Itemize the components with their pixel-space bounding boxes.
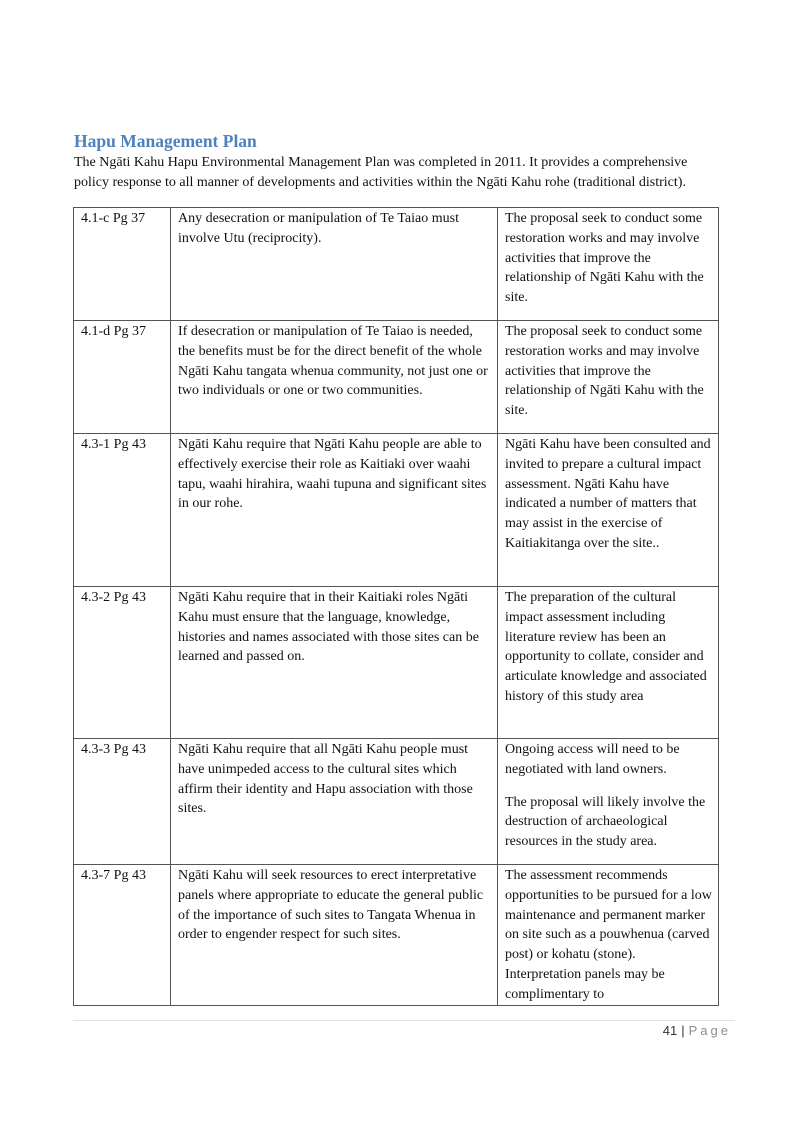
policy-text: Ngāti Kahu require that all Ngāti Kahu people must have unimpeded access to the cultural sites which affirm their identity and Hapu association with those sites. — [171, 739, 498, 865]
policy-reference: 4.3-2 Pg 43 — [74, 587, 171, 739]
page-label: Page — [688, 1023, 731, 1038]
response-paragraph: The preparation of the cultural impact assessment including literature review has been an opportunity to collate, consider and articulate knowledge and associated history of this study area — [505, 590, 707, 704]
response-text — [498, 739, 719, 865]
policy-text: If desecration or manipulation of Te Taiao is needed, the benefits must be for the direct benefit of the whole Ngāti Kahu tangata whenua community, not just one or two individuals or one or two communities. — [171, 321, 498, 434]
policy-table — [73, 207, 719, 1006]
response-paragraph: The proposal seek to conduct some restoration works and may involve activities that improve the relationship of Ngāti Kahu with the site. — [505, 211, 704, 306]
policy-reference: 4.3-1 Pg 43 — [74, 434, 171, 587]
response-paragraph: The assessment recommends opportunities to be pursued for a low maintenance and permanent marker on site such as a pouwhenua (carved post) or kohatu (stone). Interpretation panels may be complimentary to — [505, 868, 712, 1002]
response-text — [498, 865, 719, 1006]
table-row — [74, 739, 719, 865]
policy-text: Ngāti Kahu will seek resources to erect interpretative panels where appropriate to educate the general public of the importance of such sites to Tangata Whenua in order to engender respect for such sites. — [171, 865, 498, 1006]
table-row — [74, 587, 719, 739]
intro-line: The Ngāti Kahu Hapu Environmental Management Plan was completed in 2011. It provides a comprehensive — [74, 155, 688, 170]
policy-reference: 4.3-3 Pg 43 — [74, 739, 171, 865]
table-row — [74, 865, 719, 1006]
footer-divider — [73, 1020, 735, 1021]
section-heading: Hapu Management Plan — [74, 131, 257, 151]
policy-text: Ngāti Kahu require that in their Kaitiaki roles Ngāti Kahu must ensure that the language, knowledge, histories and names associated with those sites can be learned and passed on. — [171, 587, 498, 739]
policy-reference: 4.1-d Pg 37 — [74, 321, 171, 434]
policy-reference: 4.1-c Pg 37 — [74, 208, 171, 321]
policy-text: Any desecration or manipulation of Te Taiao must involve Utu (reciprocity). — [171, 208, 498, 321]
intro-paragraph — [74, 153, 744, 193]
table-row — [74, 208, 719, 321]
page-number: 41 — [662, 1023, 678, 1038]
intro-line: policy response to all manner of developments and activities within the Ngāti Kahu rohe (traditional district). — [74, 175, 686, 190]
response-paragraph: Ngāti Kahu have been consulted and invited to prepare a cultural impact assessment. Ngāti Kahu have indicated a number of matters that may assist in the exercise of Kaitiakitanga over the site.. — [505, 437, 711, 551]
policy-reference: 4.3-7 Pg 43 — [74, 865, 171, 1006]
response-paragraph: The proposal will likely involve the destruction of archaeological resources in the study area. — [505, 794, 706, 850]
table-row — [74, 321, 719, 434]
table-row — [74, 434, 719, 587]
response-paragraph: The proposal seek to conduct some restoration works and may involve activities that improve the relationship of Ngāti Kahu with the site. — [505, 324, 704, 419]
page-footer — [663, 1023, 731, 1038]
response-text — [498, 587, 719, 739]
response-text — [498, 434, 719, 587]
policy-text: Ngāti Kahu require that Ngāti Kahu people are able to effectively exercise their role as Kaitiaki over waahi tapu, waahi hirahira, waahi tupuna and significant sites in our rohe. — [171, 434, 498, 587]
response-text — [498, 208, 719, 321]
response-paragraph: Ongoing access will need to be negotiated with land owners. — [505, 742, 680, 777]
response-text — [498, 321, 719, 434]
footer-separator: | — [681, 1023, 685, 1038]
